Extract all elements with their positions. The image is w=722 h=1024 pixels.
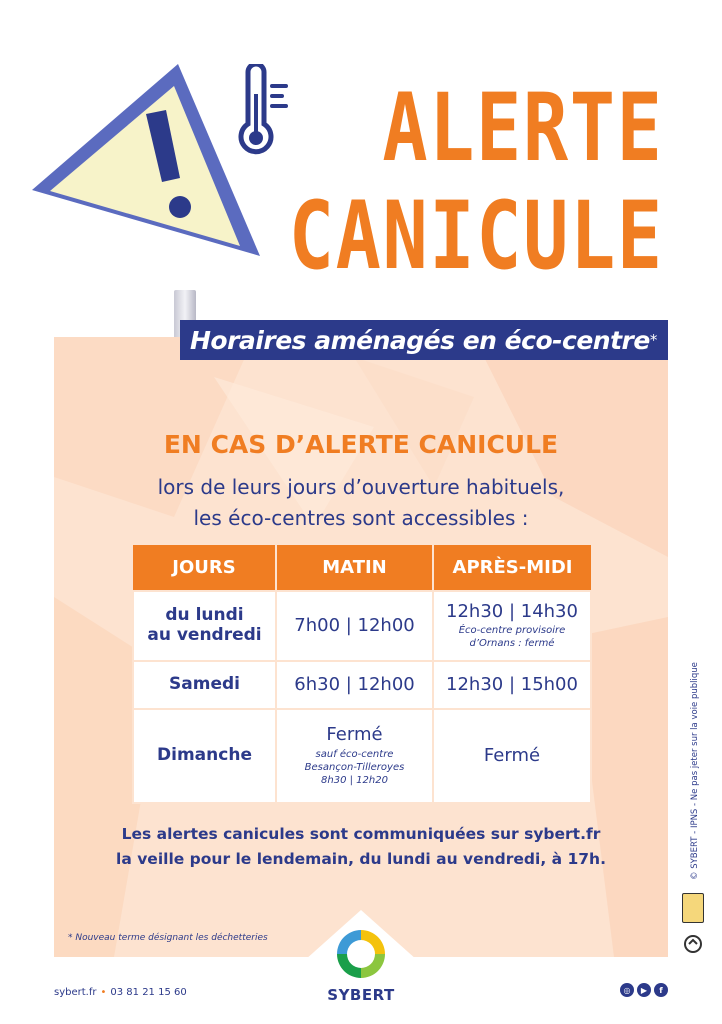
header-days: JOURS <box>133 545 276 591</box>
footer-separator: • <box>100 987 107 998</box>
social-links <box>620 983 668 997</box>
footer-website[interactable]: sybert.fr <box>54 987 97 998</box>
hours-banner <box>180 320 668 360</box>
table-row <box>133 661 591 709</box>
afternoon-time: 12h30 | 14h30 <box>446 600 578 622</box>
notice-line-2: la veille pour le lendemain, du lundi au vendredi, à 17h. <box>116 850 606 868</box>
page-title-line2: CANICULE <box>289 182 664 291</box>
banner-asterisk: * <box>649 331 658 349</box>
facebook-icon[interactable]: f <box>654 983 668 997</box>
day-weekday-line2: au vendredi <box>147 625 262 645</box>
morning-cell: 7h00 | 12h00 <box>276 591 433 661</box>
day-cell: Dimanche <box>133 709 276 803</box>
afternoon-cell: 12h30 | 15h00 <box>433 661 591 709</box>
footnote: * Nouveau terme désignant les déchetteries <box>68 933 268 943</box>
thermometer-icon <box>234 64 294 164</box>
morning-cell <box>276 709 433 803</box>
morning-note-line3: 8h30 | 12h20 <box>321 774 388 786</box>
afternoon-note <box>434 624 590 650</box>
morning-time: Fermé <box>326 724 383 746</box>
notice-line-1: Les alertes canicules sont communiquées sur sybert.fr <box>121 825 601 843</box>
logo-text: SYBERT <box>327 986 395 1004</box>
morning-note <box>277 748 432 787</box>
intro-line-2: les éco-centres sont accessibles : <box>193 506 529 530</box>
morning-note-line1: sauf éco-centre <box>315 748 394 760</box>
footer-phone[interactable]: 03 81 21 15 60 <box>110 987 187 998</box>
youtube-icon[interactable]: ▶ <box>637 983 651 997</box>
morning-cell: 6h30 | 12h00 <box>276 661 433 709</box>
page-title-line1: ALERTE <box>382 74 664 183</box>
sybert-logo-icon <box>333 926 389 982</box>
header-afternoon: APRÈS-MIDI <box>433 545 591 591</box>
recycle-icon <box>683 934 703 954</box>
hours-table <box>132 545 592 804</box>
table-row <box>133 709 591 803</box>
banner-text: Horaires aménagés en éco-centre <box>190 325 650 355</box>
legal-vertical-text: © SYBERT - IPNS - Ne pas jeter sur la voie publique <box>690 662 700 880</box>
afternoon-note-line2: d’Ornans : fermé <box>469 638 555 650</box>
table-header-row <box>133 545 591 591</box>
afternoon-note-line1: Éco-centre provisoire <box>458 625 566 637</box>
warning-triangle-icon <box>28 60 268 310</box>
afternoon-cell: Fermé <box>433 709 591 803</box>
day-cell: Samedi <box>133 661 276 709</box>
table-row <box>133 591 591 661</box>
morning-note-line2: Besançon-Tilleroyes <box>304 761 405 773</box>
instagram-icon[interactable]: ◎ <box>620 983 634 997</box>
recycling-badge-icon <box>682 893 704 923</box>
afternoon-cell <box>433 591 591 661</box>
section-heading: EN CAS D’ALERTE CANICULE <box>163 430 559 459</box>
footer-contact <box>54 987 187 998</box>
intro-line-1: lors de leurs jours d’ouverture habituels, <box>157 475 565 499</box>
day-weekday-line1: du lundi <box>165 605 244 626</box>
day-cell <box>133 591 276 661</box>
header-morning: MATIN <box>276 545 433 591</box>
warning-sign-illustration <box>28 60 268 340</box>
